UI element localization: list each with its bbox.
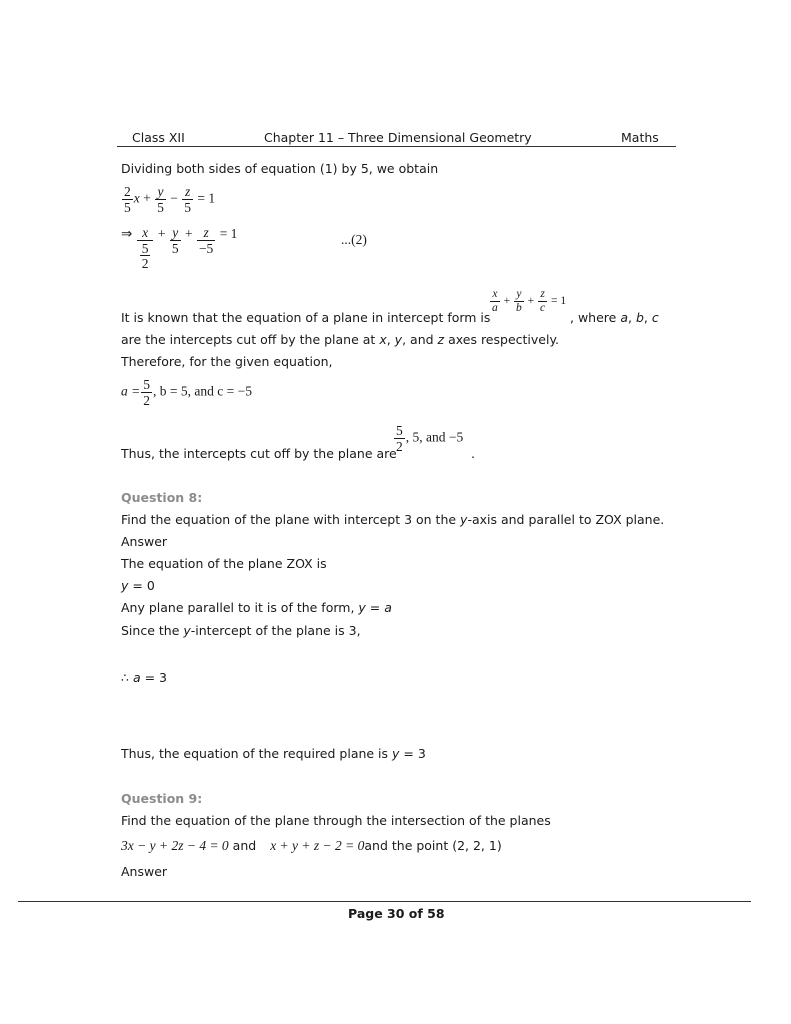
header-chapter: Chapter 11 – Three Dimensional Geometry — [264, 130, 532, 145]
therefore-text: Therefore, for the given equation, — [121, 354, 333, 369]
intercepts-result-values: $\frac{5}{2}$ , 5, and −5 — [396, 423, 464, 454]
intercept-formula: $\frac{x}{a}$ + $\frac{y}{b}$ + $\frac{z}{c}$ = 1 — [492, 288, 567, 314]
dividing-text: Dividing both sides of equation (1) by 5, we obtain — [121, 161, 439, 176]
header-divider — [117, 146, 676, 147]
header-subject: Maths — [621, 130, 659, 145]
question-9-heading: Question 9: — [121, 791, 203, 806]
q8-line-a3: ∴ a = 3 — [121, 670, 167, 685]
equation-2: ⇒ $\frac{x}{\frac{5}{2}}$ + $\frac{y}{5}$ + $\frac{z}{-5}$ = 1 — [121, 225, 238, 271]
question-8-answer-label: Answer — [121, 534, 168, 549]
question-9-answer-label: Answer — [121, 864, 168, 879]
q8-line-result: Thus, the equation of the required plane is y = 3 — [121, 746, 426, 761]
intercepts-result-text: Thus, the intercepts cut off by the plane are — [121, 446, 397, 461]
equation-2-tag: ...(2) — [341, 232, 367, 247]
question-9-text: Find the equation of the plane through the intersection of the planes — [121, 813, 551, 828]
question-9-planes: 3x − y + 2z − 4 = 0 and x + y + z − 2 = 0and the point (2, 2, 1) — [121, 838, 502, 853]
question-8-text: Find the equation of the plane with intercept 3 on the y-axis and parallel to ZOX plane. — [121, 512, 665, 527]
q8-line-y0: y = 0 — [121, 578, 155, 593]
q8-line-form: Any plane parallel to it is of the form, y = a — [121, 600, 392, 615]
q8-line-zox: The equation of the plane ZOX is — [121, 556, 327, 571]
intercepts-axes-text: are the intercepts cut off by the plane at x, y, and z axes respectively. — [121, 332, 560, 347]
page-number: Page 30 of 58 — [348, 906, 445, 921]
footer-divider — [18, 901, 751, 902]
abc-values-equation: a = $\frac{5}{2}$ , b = 5, and c = −5 — [121, 377, 252, 408]
q8-line-intercept: Since the y-intercept of the plane is 3, — [121, 623, 361, 638]
intercept-where-text: , where a, b, c — [570, 310, 659, 325]
intercept-form-text: It is known that the equation of a plane in intercept form is — [121, 310, 491, 325]
question-8-heading: Question 8: — [121, 490, 203, 505]
header-class: Class XII — [132, 130, 185, 145]
equation-1: $\frac{2}{5}$ x + $\frac{y}{5}$ − $\frac{z}{5}$ = 1 — [124, 184, 216, 215]
intercepts-result-period: . — [471, 446, 475, 461]
